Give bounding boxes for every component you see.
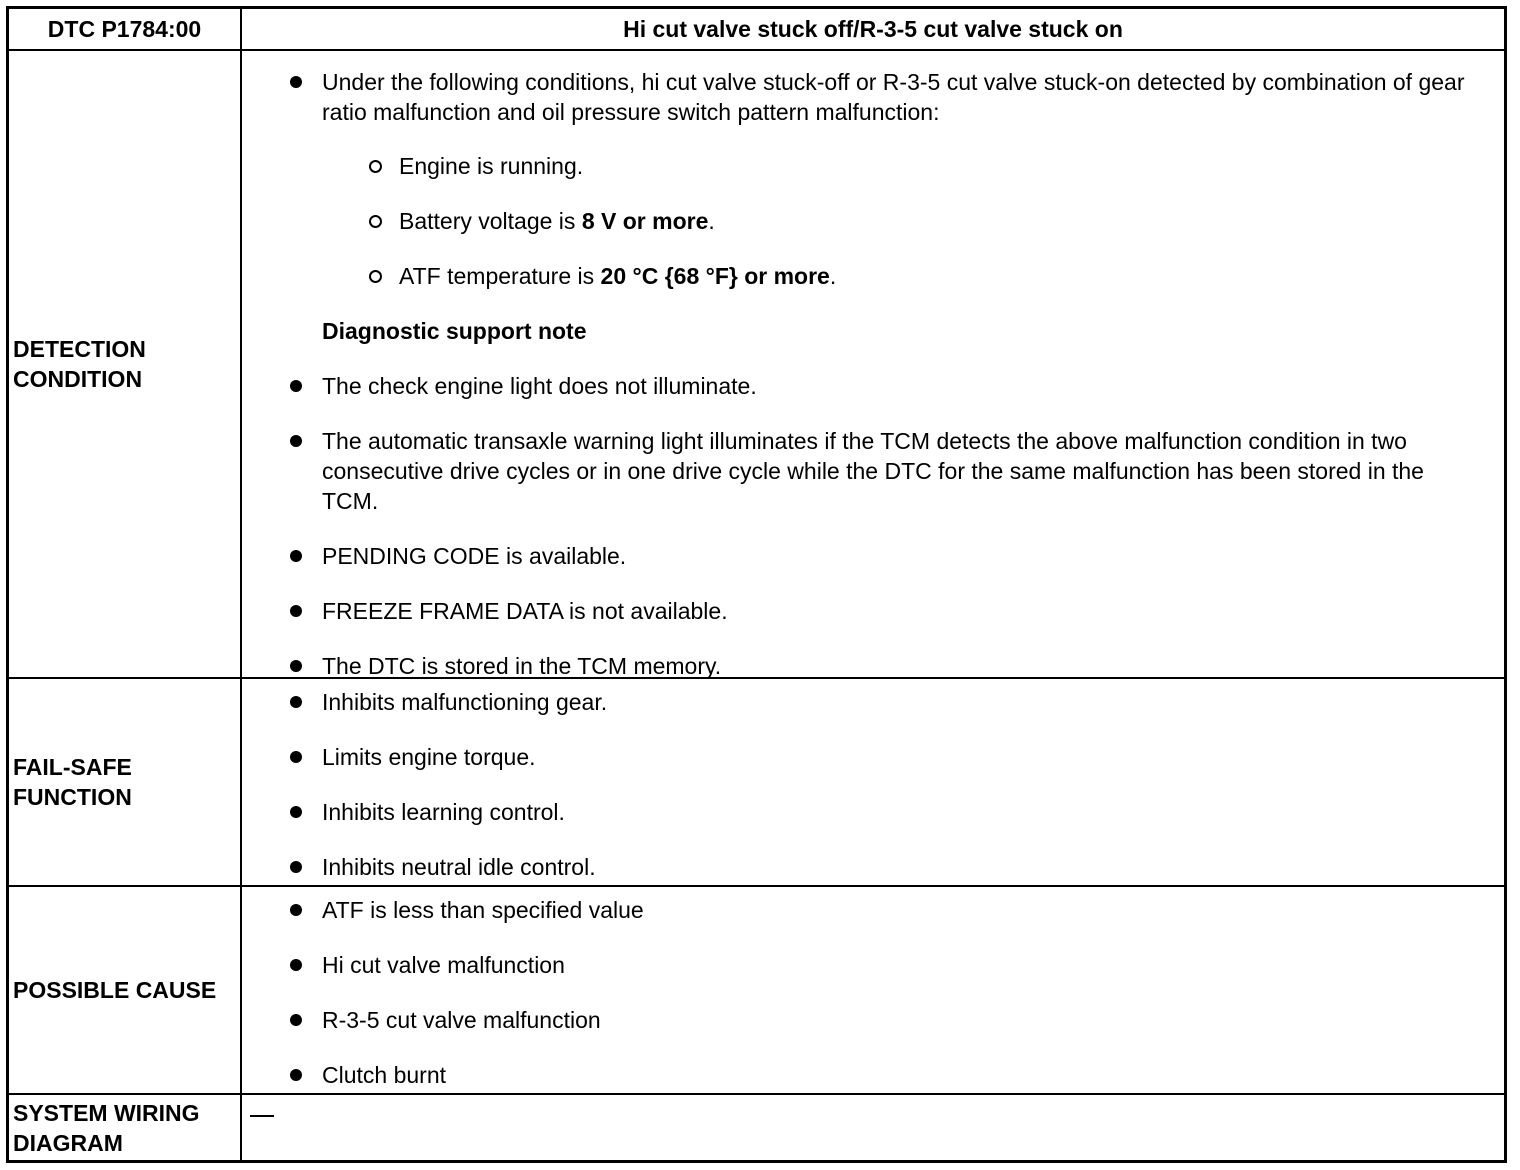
system-wiring-label-line1: SYSTEM WIRING <box>13 1099 200 1126</box>
list-item <box>322 596 1474 626</box>
condition-atf-value: 20 °C {68 °F} or more <box>600 263 830 289</box>
fail-safe-row <box>9 677 1504 885</box>
bullet-icon <box>290 76 302 88</box>
possible-cause-content <box>242 887 1504 1093</box>
condition-item <box>399 206 1474 236</box>
bullet-icon <box>290 751 302 763</box>
dtc-code-text: DTC P1784:00 <box>47 16 202 42</box>
system-wiring-content <box>242 1095 1504 1160</box>
condition-atf-prefix: ATF temperature is <box>399 263 601 289</box>
fail-safe-item: Inhibits neutral idle control. <box>322 854 596 880</box>
list-item <box>322 687 1474 717</box>
bullet-icon <box>290 959 302 971</box>
bullet-icon <box>290 904 302 916</box>
bullet-icon <box>290 660 302 672</box>
cause-item: Hi cut valve malfunction <box>322 952 565 978</box>
dtc-title-text: Hi cut valve stuck off/R-3-5 cut valve stuck on <box>623 16 1123 42</box>
list-item <box>322 895 1474 925</box>
condition-battery-suffix: . <box>708 208 715 234</box>
condition-atf-suffix: . <box>829 263 837 289</box>
hollow-bullet-icon <box>369 270 382 283</box>
not-applicable-dash <box>250 1115 274 1117</box>
table-header-row <box>9 9 1504 49</box>
list-item <box>322 426 1474 516</box>
list-item <box>322 541 1474 571</box>
detection-condition-label <box>9 51 242 677</box>
dtc-code <box>9 9 242 49</box>
condition-battery-value: 8 V or more <box>581 208 709 234</box>
dtc-table <box>6 6 1507 1163</box>
list-item <box>322 797 1474 827</box>
hollow-bullet-icon <box>369 160 382 173</box>
fail-safe-content <box>242 679 1504 885</box>
possible-cause-row <box>9 885 1504 1093</box>
detection-label-line2: CONDITION <box>13 366 143 392</box>
note-text: PENDING CODE is available. <box>322 543 627 569</box>
note-text: The check engine light does not illuminate. <box>322 373 757 399</box>
system-wiring-row <box>9 1093 1504 1160</box>
bullet-icon <box>290 1014 302 1026</box>
list-item <box>322 371 1474 401</box>
possible-cause-label <box>9 887 242 1093</box>
bullet-icon <box>290 861 302 873</box>
system-wiring-label-line2: DIAGRAM <box>13 1129 123 1156</box>
fail-safe-item: Limits engine torque. <box>322 744 536 770</box>
list-item <box>322 742 1474 772</box>
fail-safe-item: Inhibits learning control. <box>322 799 565 825</box>
bullet-icon <box>290 1069 302 1081</box>
bullet-icon <box>290 605 302 617</box>
note-text: FREEZE FRAME DATA is not available. <box>322 598 728 624</box>
detection-intro: Under the following conditions, hi cut valve stuck-off or R-3-5 cut valve stuck-on detected by combination of gear ratio malfunction and oil pressure switch pattern malfunction: <box>322 69 1465 125</box>
detection-label-line1: DETECTION <box>13 336 146 362</box>
cause-item: R-3-5 cut valve malfunction <box>322 1007 601 1033</box>
note-text: The DTC is stored in the TCM memory. <box>322 653 722 679</box>
bullet-icon <box>290 380 302 392</box>
fail-safe-item: Inhibits malfunctioning gear. <box>322 689 608 715</box>
bullet-icon <box>290 696 302 708</box>
list-item <box>322 950 1474 980</box>
fail-safe-label-line2: FUNCTION <box>13 784 132 810</box>
hollow-bullet-icon <box>369 215 382 228</box>
condition-item <box>399 151 1474 181</box>
list-item <box>322 852 1474 882</box>
detection-condition-content <box>242 51 1504 677</box>
possible-cause-label-text: POSSIBLE CAUSE <box>13 977 217 1003</box>
list-item <box>322 67 1474 127</box>
note-text: The automatic transaxle warning light illuminates if the TCM detects the above malfunction condition in two consecutive drive cycles or in one drive cycle while the DTC for the same malfunction has been stored in the TCM. <box>322 428 1424 514</box>
cause-item: Clutch burnt <box>322 1062 447 1088</box>
condition-item <box>399 261 1474 291</box>
system-wiring-label <box>9 1095 242 1160</box>
diagnostic-note-heading: Diagnostic support note <box>322 318 587 344</box>
detection-condition-row <box>9 49 1504 677</box>
cause-item: ATF is less than specified value <box>322 897 644 923</box>
bullet-icon <box>290 550 302 562</box>
list-item <box>322 1060 1474 1090</box>
dtc-title <box>242 9 1504 49</box>
bullet-icon <box>290 435 302 447</box>
condition-battery-prefix: Battery voltage is <box>399 208 582 234</box>
bullet-icon <box>290 806 302 818</box>
fail-safe-label-line1: FAIL-SAFE <box>13 754 132 780</box>
list-item <box>322 1005 1474 1035</box>
fail-safe-label <box>9 679 242 885</box>
condition-engine-running: Engine is running. <box>399 153 584 179</box>
